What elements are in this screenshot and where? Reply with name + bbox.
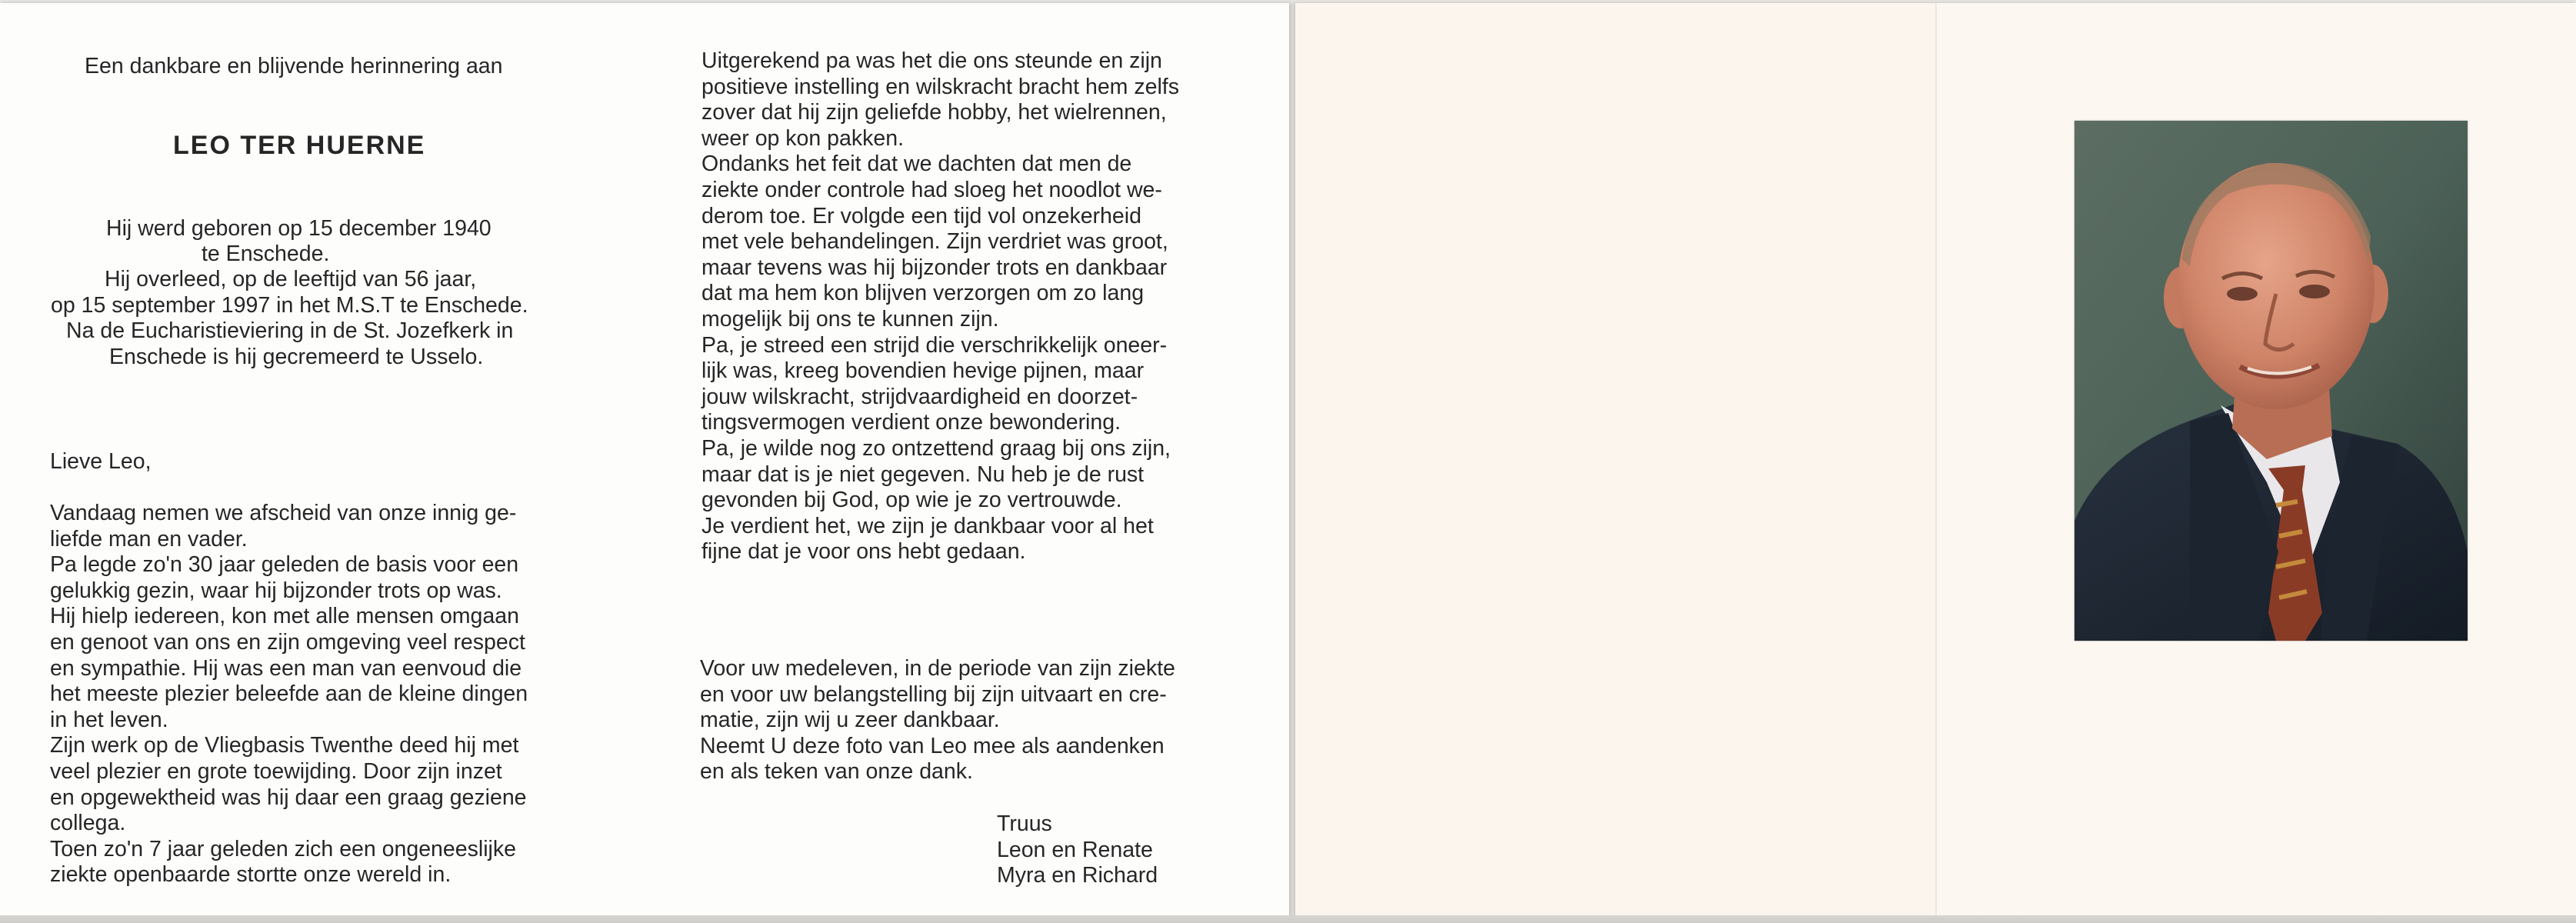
bio-line: Hij werd geboren op 15 december 1940 [106,216,492,241]
thanks-line: en voor uw belangstelling bij zijn uitvaart en cre- [700,681,1167,707]
body-line: het meeste plezier beleefde aan de kleine dingen [50,681,528,707]
body-line: met vele behandelingen. Zijn verdriet was groot, [701,229,1168,255]
body-line: Pa legde zo'n 30 jaar geleden de basis voor een [50,552,519,578]
body-line: maar tevens was hij bijzonder trots en dankbaar [701,255,1168,280]
thanks-line: en als teken van onze dank. [700,759,973,785]
body-line: jouw wilskracht, strijdvaardigheid en doorzet- [701,384,1138,409]
body-line: liefde man en vader. [50,526,248,551]
body-line: en sympathie. Hij was een man van eenvoud die [50,655,522,681]
scan-bottom-edge [0,915,2576,923]
bio-line: Na de Eucharistieviering in de St. Jozefkerk in [66,318,514,343]
body-line: Vandaag nemen we afscheid van onze innig ge- [50,501,517,525]
salutation: Lieve Leo, [50,449,152,474]
body-line: Pa, je wilde nog zo ontzettend graag bij ons zijn, [701,436,1171,461]
body-line: weer op kon pakken. [701,125,904,151]
deceased-name: LEO TER HUERNE [173,131,426,160]
body-line: gelukkig gezin, waar hij bijzonder trots op was. [50,578,502,603]
body-line: maar dat is je niet gegeven. Nu heb je de rust [701,462,1145,487]
bio-line: op 15 september 1997 in het M.S.T te Enschede. [51,293,528,318]
body-line: Hij hielp iedereen, kon met alle mensen omgaan [50,604,519,629]
body-line: veel plezier en grote toewijding. Door zijn inzet [50,759,502,784]
body-line: Pa, je streed een strijd die verschrikkelijk oneer- [701,332,1168,358]
body-line: Je verdient het, we zijn je dankbaar voor al het [701,513,1154,538]
body-line: zover dat hij zijn geliefde hobby, het wielrennen, [701,100,1167,125]
body-line: en opgewektheid was hij daar een graag geziene [50,785,527,810]
body-line: Toen zo'n 7 jaar geleden zich een ongeneeslijke [50,836,516,861]
body-line: derom toe. Er volgde een tijd vol onzekerheid [701,203,1141,228]
thanks-line: Neemt U deze foto van Leo mee als aandenken [700,733,1165,758]
body-line: lijk was, kreeg bovendien hevige pijnen, maar [701,358,1145,384]
body-line: tingsvermogen verdient onze bewondering. [701,410,1121,435]
body-line: Uitgerekend pa was het die ons steunde en zijn [701,48,1162,73]
signature-line: Myra en Richard [997,863,1158,888]
bio-line: Enschede is hij gecremeerd te Usselo. [109,345,484,369]
intro-line: Een dankbare en blijvende herinnering aan [85,54,503,78]
body-line: ziekte onder controle had sloeg het noodlot we- [701,178,1162,202]
body-line: fijne dat je voor ons hebt gedaan. [701,539,1026,565]
portrait-photo [2074,121,2468,641]
thanks-line: Voor uw medeleven, in de periode van zijn ziekte [700,656,1175,681]
thanks-line: matie, zijn wij u zeer dankbaar. [700,708,1000,733]
body-line: positieve instelling en wilskracht bracht hem zelfs [701,74,1179,99]
body-line: en genoot van ons en zijn omgeving veel respect [50,630,525,655]
bio-line: te Enschede. [202,242,330,266]
body-line: Zijn werk op de Vliegbasis Twenthe deed hij met [50,733,519,758]
body-line: ziekte openbaarde stortte onze wereld in. [50,862,452,888]
body-line: mogelijk bij ons te kunnen zijn. [701,307,999,332]
body-line: dat ma hem kon blijven verzorgen om zo lang [701,281,1145,306]
bio-line: Hij overleed, op de leeftijd van 56 jaar, [105,267,477,292]
signature-line: Leon en Renate [997,837,1153,862]
signature-line: Truus [997,811,1052,836]
card-fold-line [1935,3,1937,920]
body-line: Ondanks het feit dat we dachten dat men de [701,152,1132,177]
body-line: in het leven. [50,707,168,732]
body-line: collega. [50,811,126,836]
body-line: gevonden bij God, op wie je zo vertrouwde. [701,488,1122,513]
